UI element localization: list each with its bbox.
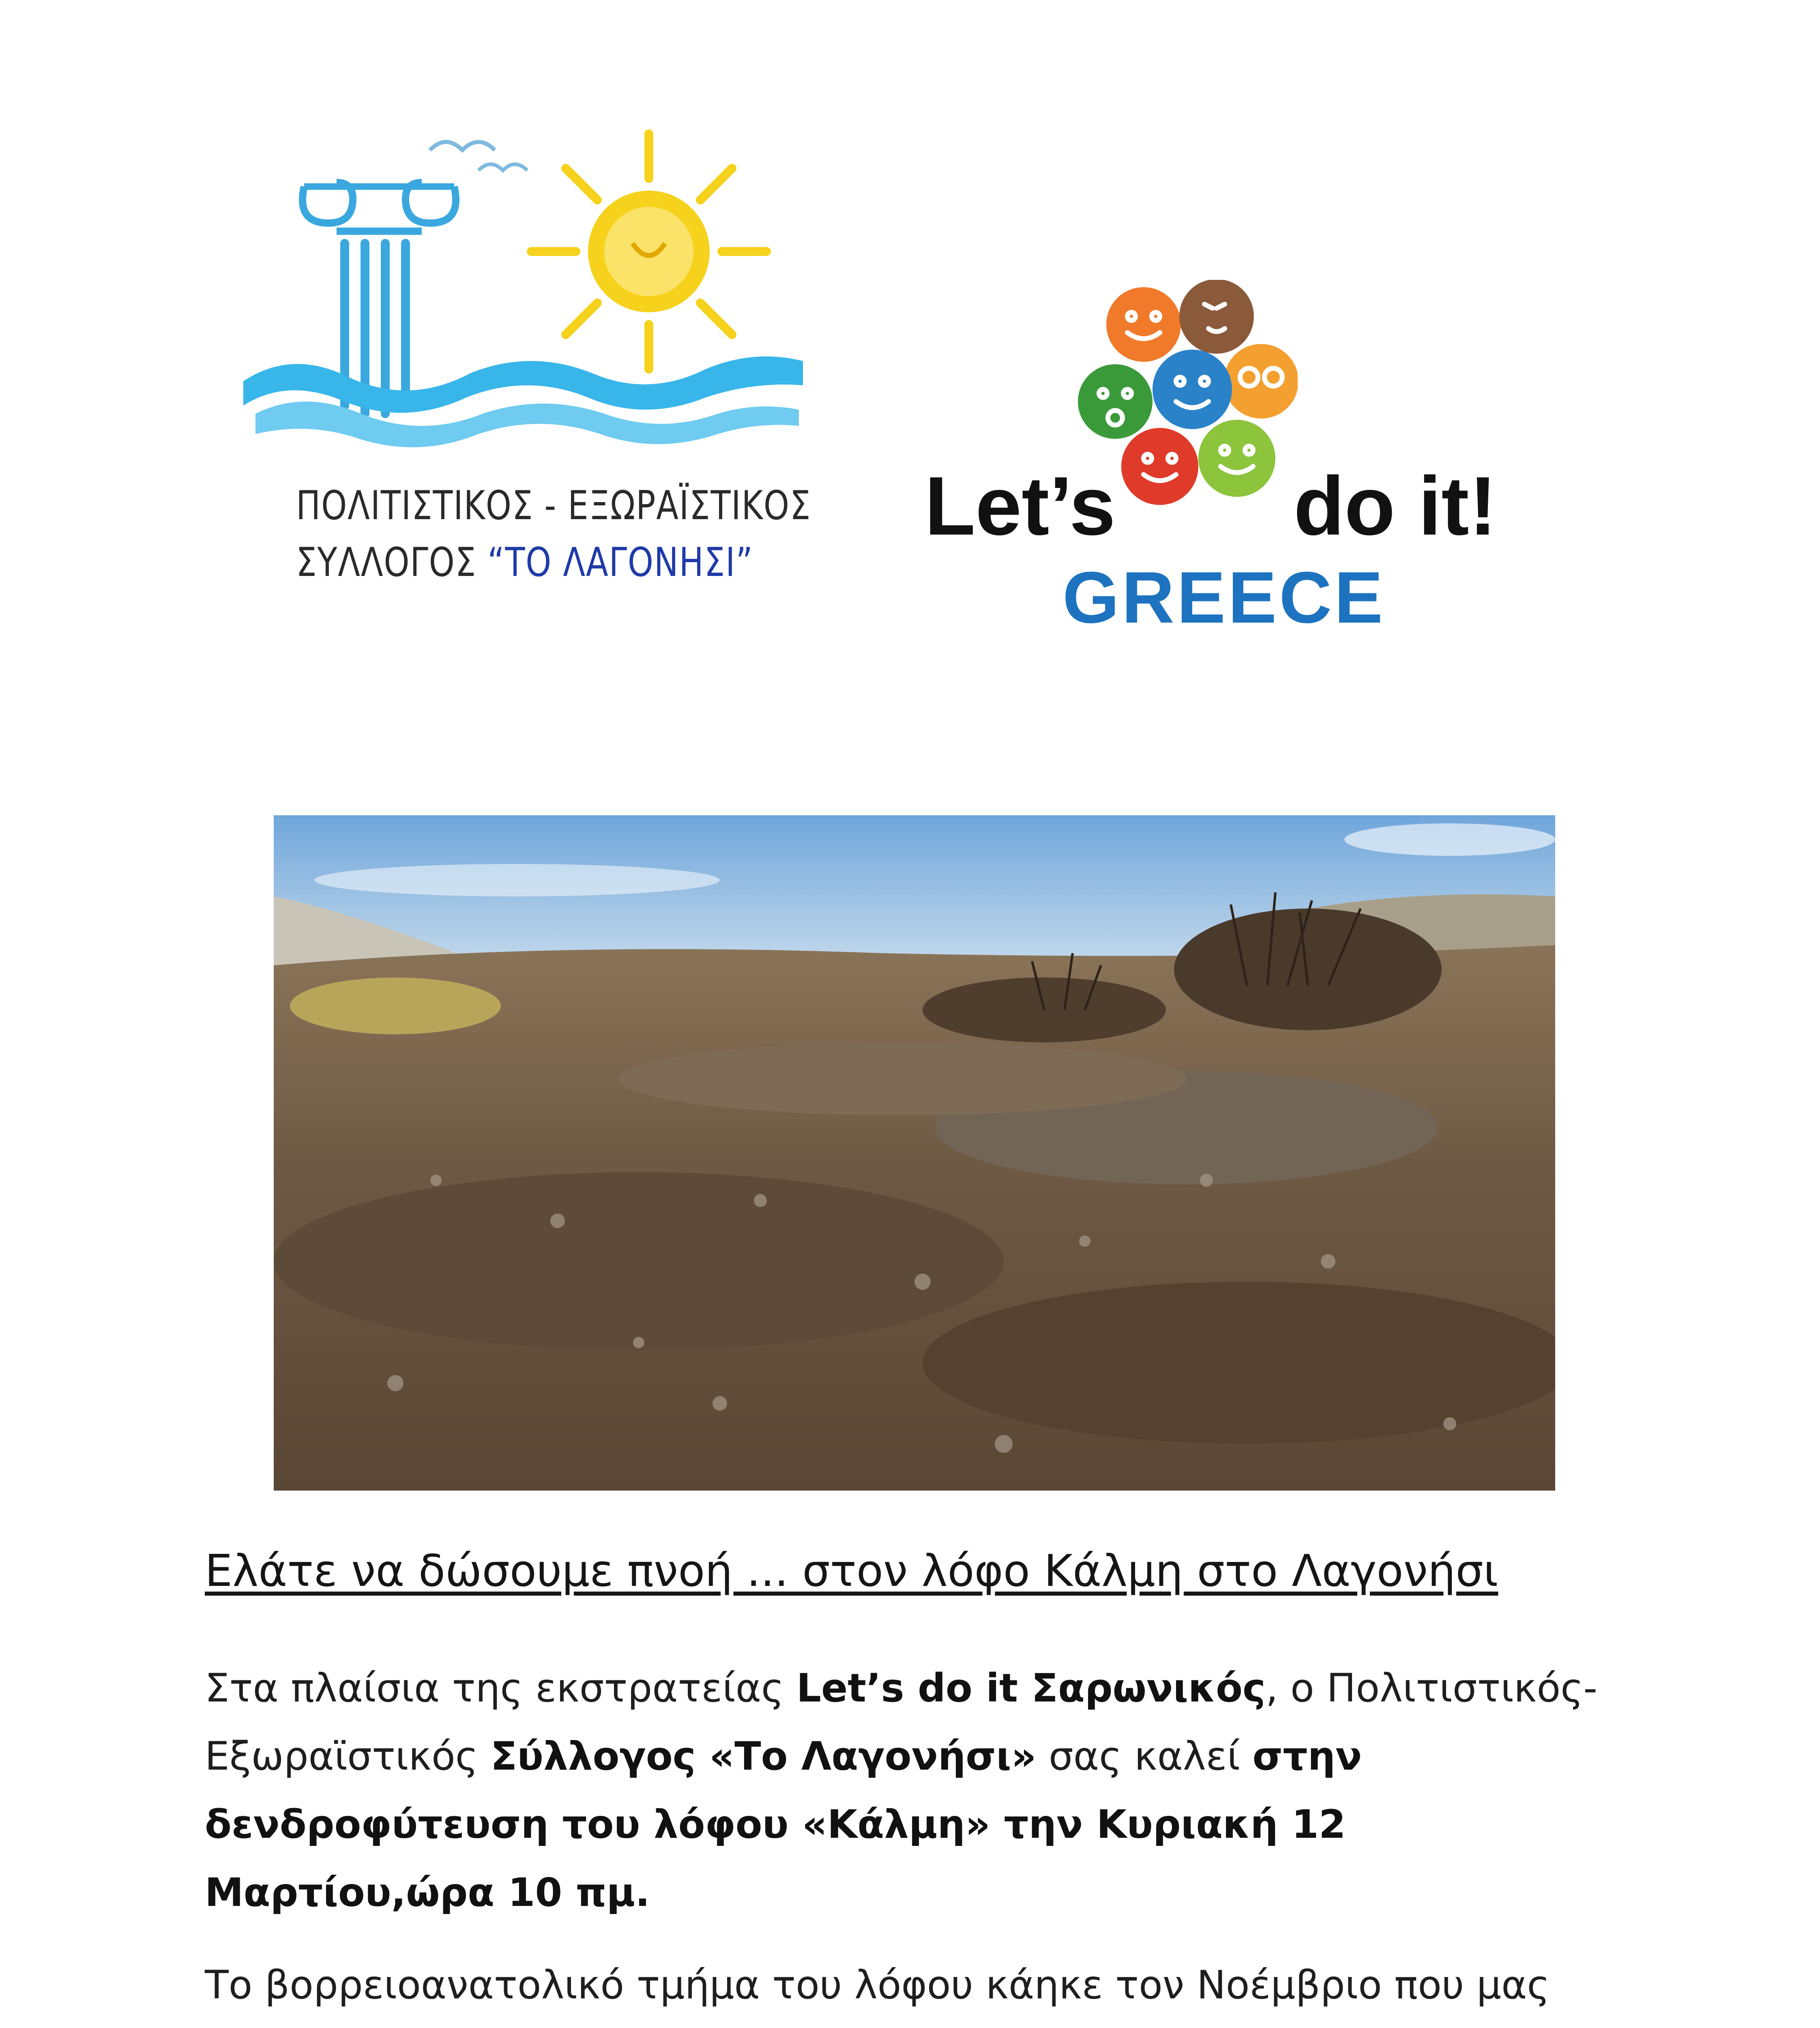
club-name-prefix: ΣΥΛΛΟΓΟΣ	[296, 539, 488, 586]
event-date-time: στην δενδροφύτευση του λόφου «Κάλμη» την Κυριακή 12 Μαρτίου,ώρα 10 πμ.	[205, 1734, 1362, 1915]
paragraph-details	[205, 1951, 1636, 2028]
intro-text-2: , ο Πολιτιστικός-Εξωραϊστικός	[205, 1665, 1598, 1779]
campaign-name: Let’s do it Σαρωνικός	[796, 1665, 1266, 1711]
club-name-bold: Σύλλογος «Το Λαγονήσι»	[490, 1734, 1037, 1779]
intro-text-3: σας καλεί	[1036, 1734, 1253, 1779]
greece-word: GREECE	[1062, 557, 1386, 638]
club-name-line1: ΠΟΛΙΤΙΣΤΙΚΟΣ - ΕΞΩΡΑΪΣΤΙΚΟΣ	[296, 483, 811, 529]
club-logo	[235, 122, 819, 617]
burned-hill-photo	[274, 815, 1555, 1491]
details-text-1: Το βορρειοανατολικό τμήμα του λόφου κάηκε τον Νοέμβριο που μας	[205, 1962, 1550, 2008]
invitation-text	[205, 1537, 1636, 2028]
landscape-image	[274, 815, 1555, 1491]
club-name-line2	[296, 539, 753, 586]
paragraph-intro	[205, 1654, 1636, 1927]
club-name-quoted: “ΤΟ ΛΑΓΟΝΗΣΙ”	[487, 539, 753, 586]
intro-text-1: Στα πλαίσια της εκστρατείας	[205, 1665, 796, 1711]
column-sun-waves-icon	[243, 122, 811, 479]
invitation-heading: Ελάτε να δώσουμε πνοή ... στον λόφο Κάλμη στο Λαγονήσι	[205, 1546, 1498, 1596]
lets-word: Let’s	[925, 460, 1116, 552]
lets-do-it-logo	[908, 280, 1517, 645]
do-it-word: do it!	[1294, 460, 1497, 552]
